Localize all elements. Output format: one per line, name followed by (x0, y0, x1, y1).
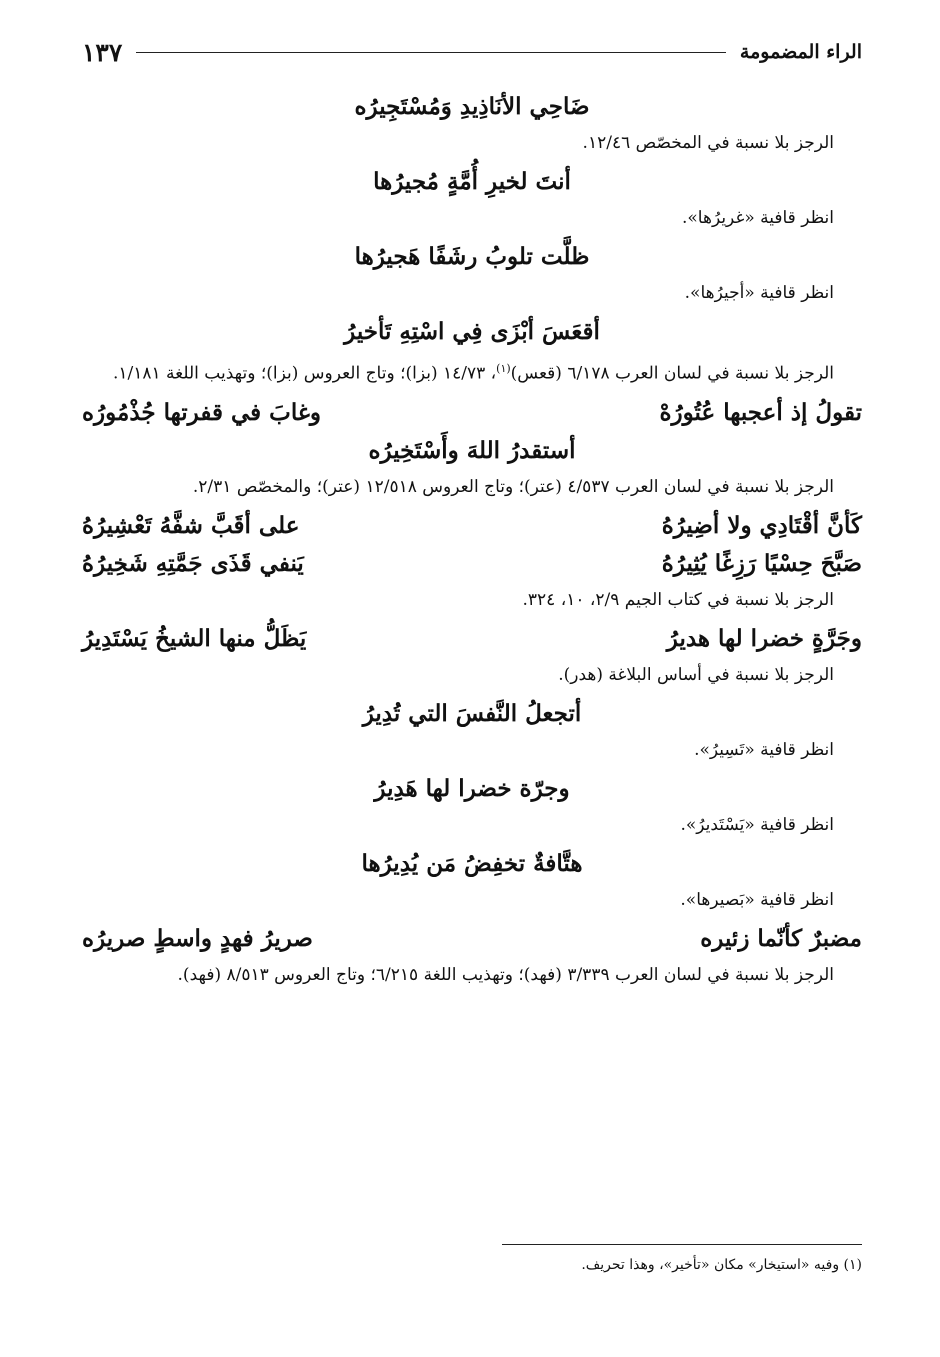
cross-reference: انظر قافية «غريرُها». (682, 208, 834, 228)
second-hemistich: وغابَ في قفرتها جُذْمُورُه (82, 398, 321, 426)
header-rule (136, 52, 726, 53)
first-hemistich: صَبَّحَ حِسْيًا رَزِغًا يُثِيرُهُ (661, 549, 862, 577)
first-hemistich: كَأنَّ أقْتَادِي ولا أضِيرُهُ (661, 511, 862, 539)
cross-reference: انظر قافية «بَصيرها». (680, 889, 834, 910)
verse-line: أتجعلُ النَّفسَ التي تُدِيرُ (362, 699, 582, 727)
second-hemistich: يَنفي قَذَى جَمَّتِهِ شَخِيرُهُ (82, 549, 304, 577)
verse-line: ضَاحِي الأنَاذِيدِ وَمُسْتَجِيرُه (354, 93, 590, 120)
source-note: الرجز بلا نسبة في المخصّص ١٢/٤٦. (582, 133, 834, 153)
footnote-rule (502, 1244, 862, 1245)
verse-line: هتَّافةٌ تخفِضُ مَن يُدِيرُها (361, 849, 583, 877)
verse-line: وجرّة خضرا لها هَدِيرُ (374, 774, 570, 802)
first-hemistich: وجَرَّةٍ خضرا لها هديرُ (666, 624, 862, 652)
first-hemistich: مضبرٌ كأنّما زئيره (700, 924, 862, 952)
source-note: الرجز بلا نسبة في لسان العرب ٣/٣٣٩ (فهد)؛ وتهذيب اللغة ٦/٢١٥؛ وتاج العروس ٨/٥١٣ (فهد). (177, 964, 834, 985)
cross-reference: انظر قافية «أجيرُها». (684, 283, 834, 303)
second-hemistich: على أقَبَّ شفَّهُ تَعْشِيرُهُ (82, 511, 300, 539)
verse-couplet (82, 624, 862, 654)
verse-line: أقعَسَ أبْزَى فِي اسْتِهِ تَأخيرُ (344, 318, 600, 345)
page-header (82, 30, 862, 74)
page-number: ١٣٧ (82, 37, 123, 67)
verse-couplet (82, 549, 862, 579)
second-hemistich: يَظَلُّ منها الشيخُ يَسْتَدِيرُ (82, 624, 307, 652)
source-note-text: ، ١٤/٧٣ (بزا)؛ وتاج العروس (بزا)؛ وتهذيب اللغة ١/١٨١. (112, 363, 497, 384)
first-hemistich: تقولُ إذ أعجبها عُتُورُهْ (659, 398, 862, 426)
verse-line: أنتَ لخيرِ أُمَّةٍ مُجيرُها (373, 168, 571, 195)
cross-reference: انظر قافية «تَسِيرُ». (694, 739, 834, 760)
footnote-marker: (١) (496, 362, 511, 375)
verse-line: ظلَّت تلوبُ رشَفًا هَجيرُها (354, 243, 590, 270)
source-note (82, 353, 862, 390)
second-hemistich: صريرُ فهدٍ واسطٍ صريرُه (82, 924, 313, 952)
verse-couplet (82, 924, 862, 954)
page-content (82, 84, 862, 999)
source-note-text: الرجز بلا نسبة في لسان العرب ٦/١٧٨ (قعس) (510, 363, 834, 384)
cross-reference: انظر قافية «يَسْتَديرُ». (680, 814, 834, 835)
source-note: الرجز بلا نسبة في أساس البلاغة (هدر). (558, 664, 834, 685)
footnote: (١) وفيه «استيخار» مكان «تأخير»، وهذا تحريف. (581, 1257, 862, 1273)
verse-line: أستقدرُ اللهَ وأَسْتَخِيرُه (368, 436, 576, 464)
verse-couplet (82, 398, 862, 428)
source-note: الرجز بلا نسبة في كتاب الجيم ٢/٩، ١٠، ٣٢٤. (522, 589, 834, 610)
source-note: الرجز بلا نسبة في لسان العرب ٤/٥٣٧ (عتر)؛ وتاج العروس ١٢/٥١٨ (عتر)؛ والمخصّص ٢/٣١. (192, 476, 834, 497)
verse-couplet (82, 511, 862, 541)
running-title: الراء المضمومة (739, 41, 862, 63)
